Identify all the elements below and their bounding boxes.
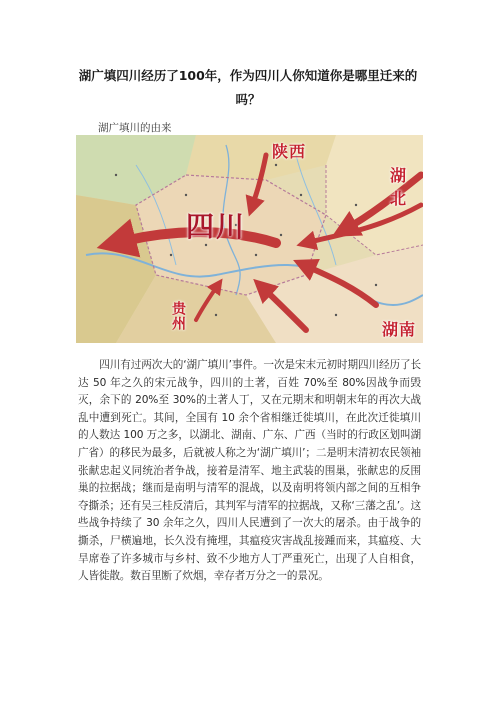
map-label-sichuan: 四川 (186, 210, 247, 243)
map-illustration (76, 135, 423, 343)
article-paragraph: 四川有过两次大的‘湖广填川’事件。一次是宋末元初时期四川经历了长达 50 年之久的宋元战争，四川的土著，百姓 70%至 80%因战争而毁灭，余下的 20%至 30%的土著人丁，又在元期末和明朝末年的再次大战乱中遭到死亡。其间，全国有 10 余个省相继迁徙填川，在此次迁徙填川的人数达 100 万之多，以湖北、湖南、广东、广西（当时的行政区划叫湖广省）的移民为最多，后就被人称之为‘湖广填川’；二是明末清初农民领袖张献忠起义同统治者争战，接着是清军、地主武装的围巢，张献忠的反围巢的拉据战；继而是南明与清军的混战，以及南明将领内部之间的互相争夺撕杀；还有吴三桂反清后，其判军与清军的拉据战，又称‘三藩之乱’。这些战争持续了 30 余年之久，四川人民遭到了一次大的屠杀。由于战争的撕杀，尸横遍地，长久没有掩埋，其瘟疫灾害战乱接踵而来，其瘟疫、大旱席卷了许多城市与乡村、致不少地方人丁严重死亡，出现了人自相食，人皆徙散。数百里断了炊烟，幸存者万分之一的景况。 (78, 359, 421, 583)
article-title: 湖广填四川经历了100年，作为四川人你知道你是哪里迁来的吗？ (78, 68, 418, 107)
article-subtitle: 湖广填川的由来 (98, 122, 172, 134)
map-label-shaanxi: 陕西 (272, 142, 307, 161)
map-label-hunan: 湖南 (382, 320, 417, 339)
map-label-guizhou: 贵州 (170, 301, 186, 331)
migration-map-image (76, 135, 423, 343)
map-label-hubei: 湖北 (390, 166, 408, 208)
